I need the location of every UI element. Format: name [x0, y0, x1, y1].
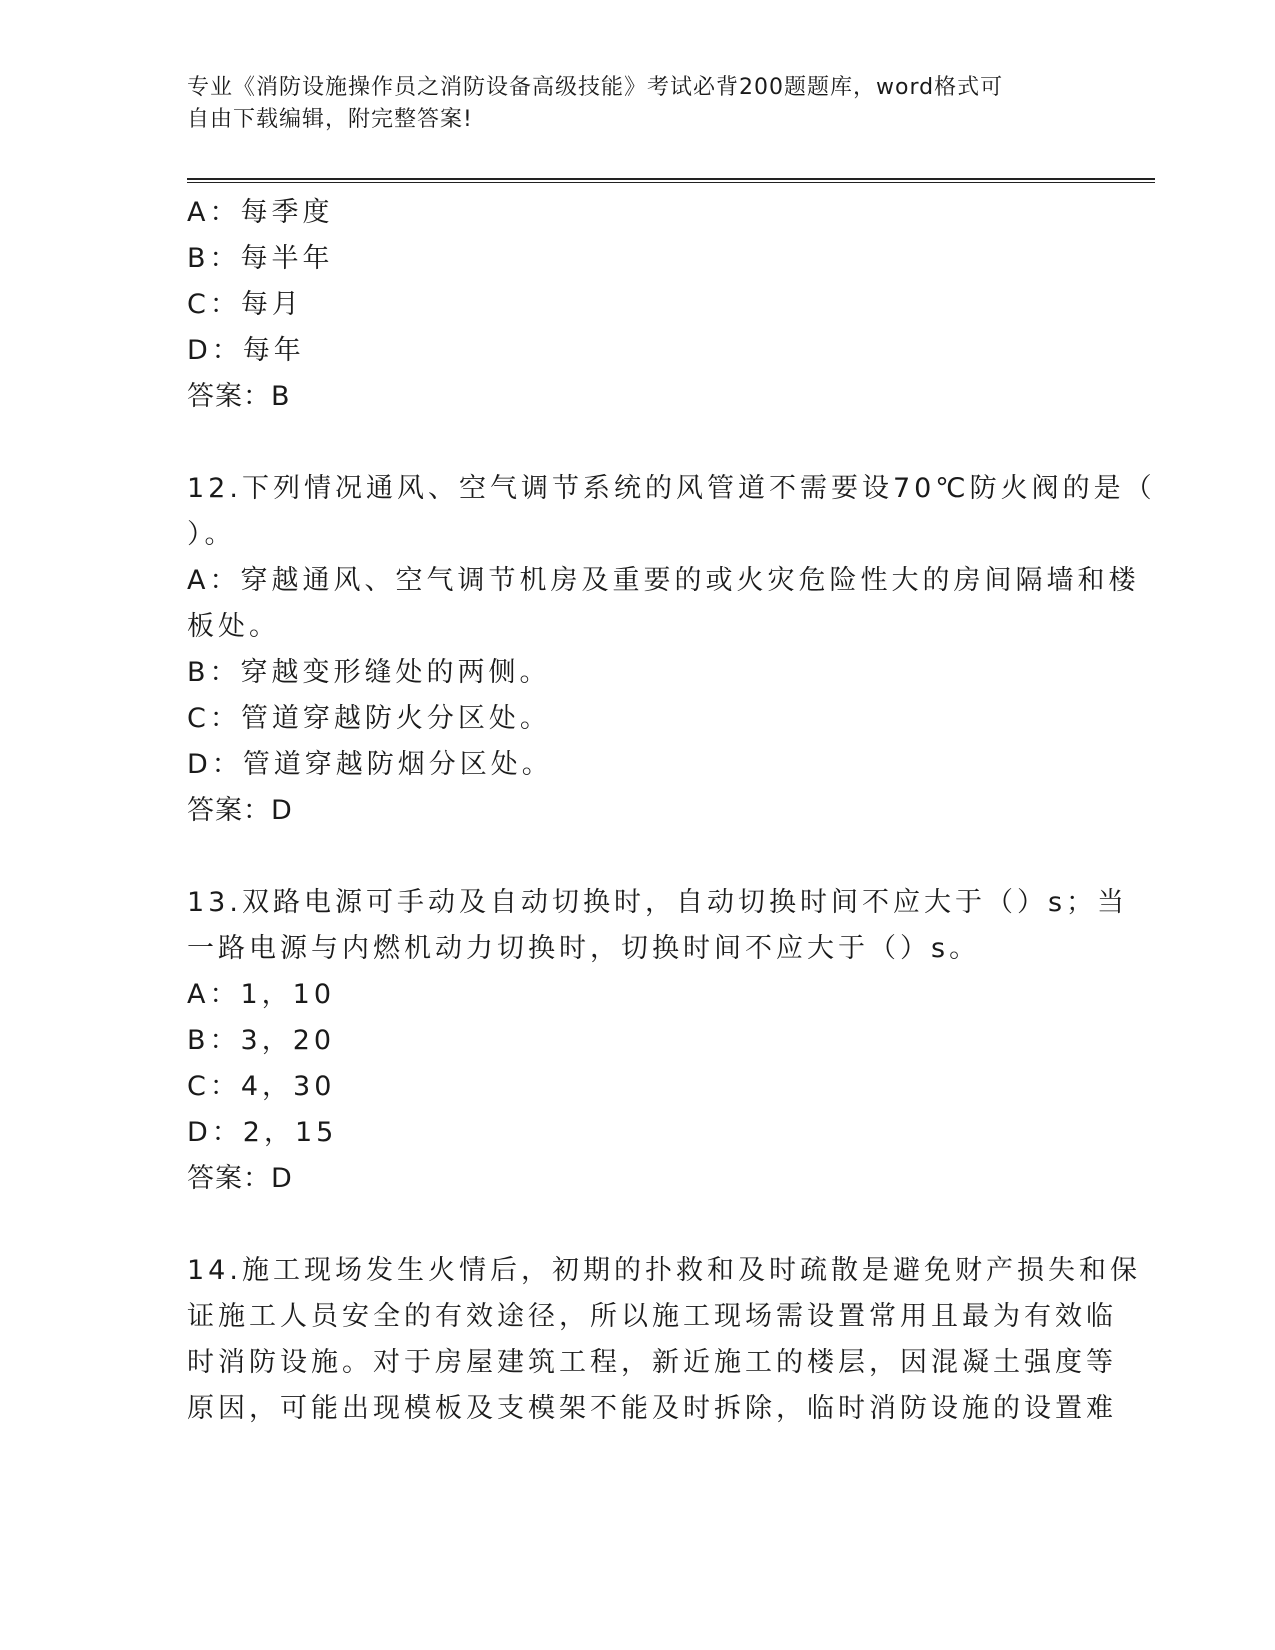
question-stem-line: 原因，可能出现模板及支模架不能及时拆除，临时消防设施的设置难: [187, 1393, 1117, 1424]
question-stem-line: 证施工人员安全的有效途径，所以施工现场需设置常用且最为有效临: [187, 1301, 1117, 1332]
option-b: B：穿越变形缝处的两侧。: [187, 657, 551, 688]
option-d: D：每年: [187, 335, 305, 366]
option-a: A：1，10: [187, 979, 336, 1010]
document-header: [187, 72, 1067, 136]
question-13: [187, 880, 1129, 1202]
question-stem-line: 一路电源与内燃机动力切换时，切换时间不应大于（）s。: [187, 933, 981, 964]
answer: 答案：D: [187, 1163, 293, 1194]
option-a-continued: 板处。: [187, 611, 280, 642]
option-c: C：管道穿越防火分区处。: [187, 703, 551, 734]
option-c: C：每月: [187, 289, 303, 320]
header-line-1: 专业《消防设施操作员之消防设备高级技能》考试必背200题题库，word格式可: [187, 75, 1004, 100]
header-line-2: 自由下载编辑，附完整答案!: [187, 107, 473, 132]
option-a: A：每季度: [187, 197, 334, 228]
option-d: D：2，15: [187, 1117, 338, 1148]
option-a: A：穿越通风、空气调节机房及重要的或火灾危险性大的房间隔墙和楼: [187, 565, 1140, 596]
question-14: [187, 1248, 1141, 1432]
header-divider: [187, 178, 1155, 183]
question-stem-line: 13.双路电源可手动及自动切换时，自动切换时间不应大于（）s；当: [187, 887, 1129, 918]
option-d: D：管道穿越防烟分区处。: [187, 749, 553, 780]
option-b: B：3，20: [187, 1025, 336, 1056]
answer: 答案：B: [187, 381, 291, 412]
question-stem-line: ）。: [187, 519, 236, 550]
document-body: [187, 190, 1156, 1432]
option-c: C：4，30: [187, 1071, 336, 1102]
question-stem-line: 12.下列情况通风、空气调节系统的风管道不需要设70℃防火阀的是（: [187, 473, 1156, 504]
answer: 答案：D: [187, 795, 293, 826]
question-stem-line: 时消防设施。对于房屋建筑工程，新近施工的楼层，因混凝土强度等: [187, 1347, 1117, 1378]
question-12: [187, 466, 1156, 834]
option-b: B：每半年: [187, 243, 334, 274]
question-11: [187, 190, 1087, 420]
question-stem-line: 14.施工现场发生火情后，初期的扑救和及时疏散是避免财产损失和保: [187, 1255, 1141, 1286]
